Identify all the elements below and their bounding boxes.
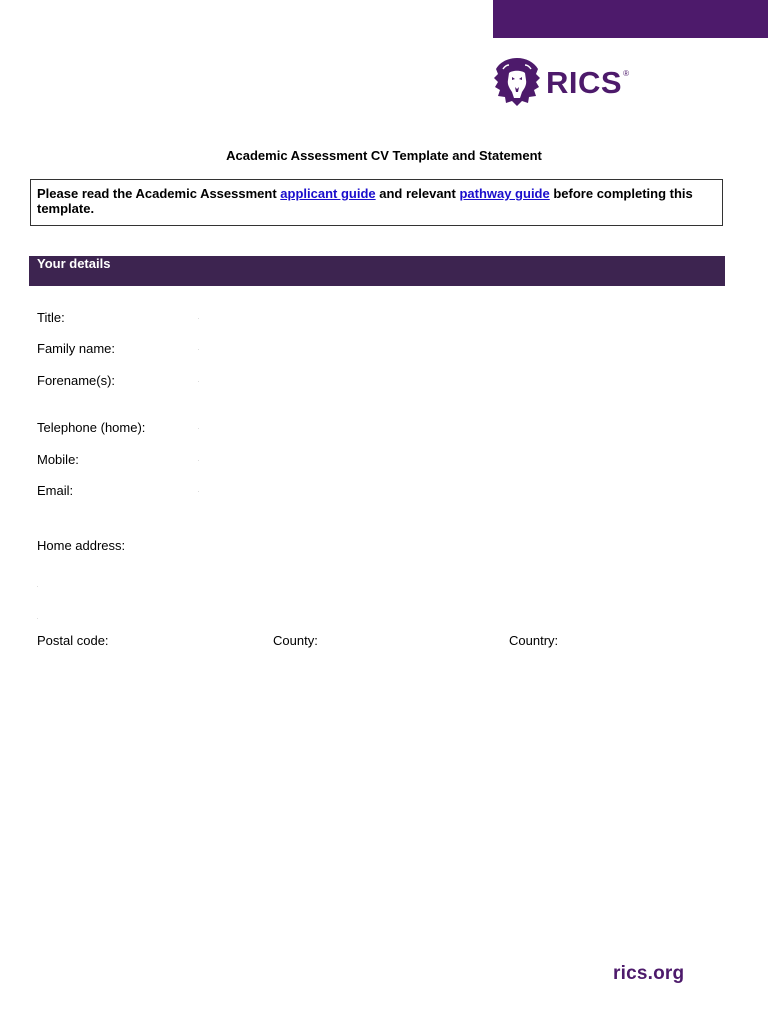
field-marker (37, 586, 38, 587)
mobile-label: Mobile: (37, 452, 79, 467)
field-marker (198, 428, 199, 429)
field-marker (198, 349, 199, 350)
instruction-text-middle: and relevant (375, 186, 460, 201)
forenames-field[interactable] (198, 373, 498, 388)
home-address-label: Home address: (37, 538, 126, 553)
field-marker (198, 318, 199, 319)
logo-wordmark: RICS (546, 64, 623, 100)
registered-mark: ® (623, 69, 629, 78)
field-marker (198, 381, 199, 382)
instruction-text-before: Please read the Academic Assessment (37, 186, 281, 201)
home-address-field[interactable] (198, 538, 698, 618)
pathway-guide-link[interactable]: pathway guide (459, 186, 550, 201)
instruction-text-after: before completing this template. (37, 186, 693, 216)
county-field[interactable] (330, 633, 500, 648)
country-field[interactable] (570, 633, 720, 648)
lion-head-icon (492, 56, 542, 108)
field-marker (198, 460, 199, 461)
forenames-label: Forename(s): (37, 373, 116, 388)
section-header-your-details (29, 256, 725, 286)
country-label: Country: (509, 633, 559, 648)
page-title: Academic Assessment CV Template and Statement (226, 148, 542, 163)
telephone-home-field[interactable] (198, 420, 498, 435)
mobile-field[interactable] (198, 452, 498, 467)
email-label: Email: (37, 483, 74, 498)
footer-website: rics.org (613, 963, 685, 984)
county-label: County: (273, 633, 318, 648)
field-marker (198, 491, 199, 492)
email-field[interactable] (198, 483, 498, 498)
postal-code-field[interactable] (120, 633, 260, 648)
title-field[interactable] (198, 310, 498, 325)
postal-code-label: Postal code: (37, 633, 109, 648)
telephone-home-label: Telephone (home): (37, 420, 146, 435)
field-marker (37, 618, 38, 619)
applicant-guide-link[interactable]: applicant guide (280, 186, 376, 201)
section-title: Your details (37, 256, 111, 271)
title-label: Title: (37, 310, 65, 325)
header-color-band (493, 0, 768, 38)
rics-logo (492, 56, 642, 108)
family-name-field[interactable] (198, 341, 498, 356)
family-name-label: Family name: (37, 341, 116, 356)
instruction-box (30, 179, 723, 226)
